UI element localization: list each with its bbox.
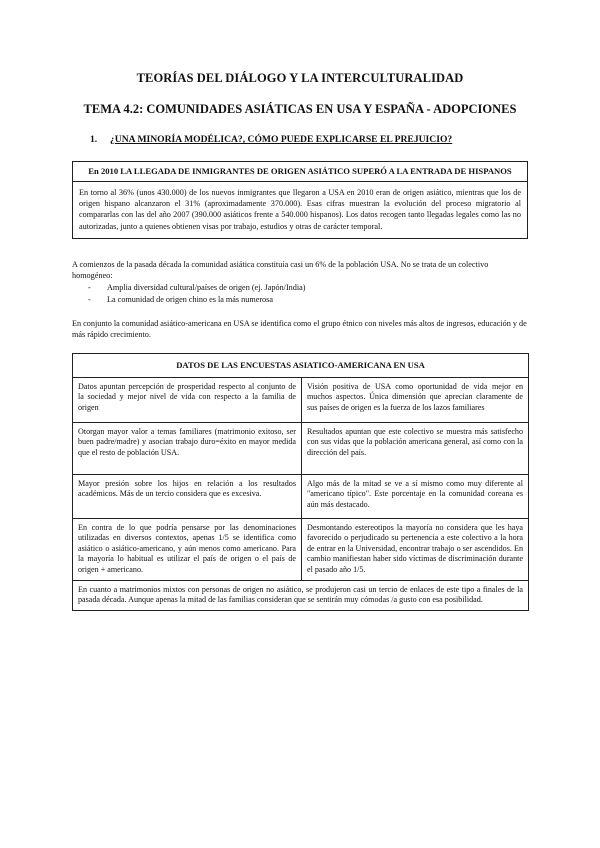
section-title: ¿UNA MINORÍA MODÉLICA?, CÓMO PUEDE EXPLICARSE EL PREJUICIO? (110, 134, 453, 145)
table-row (73, 354, 529, 378)
bullet-text: Amplia diversidad cultural/países de origen (ej. Japón/India) (107, 283, 306, 292)
table-cell: Otorgan mayor valor a temas familiares (matrimonio exitoso, ser buen padre/madre) y asocian trabajo duro=éxito en mayor medida que el resto de población USA. (73, 422, 302, 474)
table-row (73, 518, 529, 580)
table-row (73, 422, 529, 474)
bullet-item (88, 294, 273, 305)
bullet-item (88, 282, 306, 293)
table-row (73, 377, 529, 422)
immigration-box-text: En torno al 36% (unos 430.000) de los nuevos inmigrantes que llegaron a USA en 2010 eran de origen asiático, mientras que los de origen hispano alcanzaron el 31% (aproximadamente 370.000). Esas cifras muestran la evolución del proceso migratorio al compararlas con las del año 2007 (390.000 asiáticos frente a 540.000 hispanos). Los datos recogen tanto llegadas legales como las no autorizadas, junto a quienes obtienen visas por trabajo, estudios y otras de carácter temporal. (79, 188, 521, 231)
table-cell: Algo más de la mitad se ve a sí mismo como muy diferente al "americano típico". Este porcentaje en la comunidad coreana es aún más destacado. (302, 474, 529, 518)
table-cell: Resultados apuntan que este colectivo se muestra más satisfecho con sus vidas que la población americana general, así como con la dirección del país. (302, 422, 529, 474)
table-row (73, 580, 529, 610)
topic-heading: TEMA 4.2: COMUNIDADES ASIÁTICAS EN USA Y ESPAÑA - ADOPCIONES (83, 102, 517, 116)
table-cell: Datos apuntan percepción de prosperidad respecto al conjunto de la sociedad y mejor nivel de vida con respecto a la familia de origen (73, 377, 302, 422)
immigration-box (72, 161, 528, 239)
bullet-dash: - (88, 283, 91, 292)
immigration-box-heading: En 2010 LA LLEGADA DE INMIGRANTES DE ORIGEN ASIÁTICO SUPERÓ A LA ENTRADA DE HISPANOS (73, 162, 527, 182)
table-cell: Visión positiva de USA como oportunidad de vida mejor en muchos aspectos. Única dimensión que aprecian claramente de sus países de origen es la fuerza de los lazos familiares (302, 377, 529, 422)
section-number: 1. (90, 134, 98, 145)
table-cell: Desmontando estereotipos la mayoría no considera que les haya favorecido o perjudicado su pertenencia a este colectivo a la hora de entrar en la Universidad, encontrar trabajo o ser ascendidos. En cambio manifiestan haber sido víctimas de discriminación durante el pasado año 1/5. (302, 518, 529, 580)
table-cell: En contra de lo que podría pensarse por las denominaciones utilizadas en diversos contextos, apenas 1/5 se identifica como asiático o asiático-americano, y aún menos como americano. Para la mayoría lo habitual es utilizar el país de origen o el país de origen + americano. (73, 518, 302, 580)
section-heading (90, 134, 452, 145)
bullet-dash: - (88, 295, 91, 304)
table-row (73, 474, 529, 518)
paragraph-identity: En conjunto la comunidad asiático-americana en USA se identifica como el grupo étnico con niveles más altos de ingresos, educación y de más rápido crecimiento. (72, 319, 527, 340)
bullet-text: La comunidad de origen chino es la más numerosa (107, 295, 273, 304)
document-title: TEORÍAS DEL DIÁLOGO Y LA INTERCULTURALIDAD (136, 71, 464, 85)
survey-table (72, 353, 529, 611)
table-cell: Mayor presión sobre los hijos en relación a los resultados académicos. Más de un tercio considera que es excesiva. (73, 474, 302, 518)
survey-table-footer: En cuanto a matrimonios mixtos con personas de origen no asiático, se produjeron casi un tercio de enlaces de este tipo a finales de la pasada década. Aunque apenas la mitad de las familias consideran que se sentirán muy cómodas /a gusto con esa posibilidad. (73, 580, 529, 610)
paragraph-community: A comienzos de la pasada década la comunidad asiática constituía casi un 6% de la población USA. No se trata de un colectivo homogéneo: (72, 260, 489, 281)
survey-table-title: DATOS DE LAS ENCUESTAS ASIATICO-AMERICANA EN USA (73, 354, 529, 378)
